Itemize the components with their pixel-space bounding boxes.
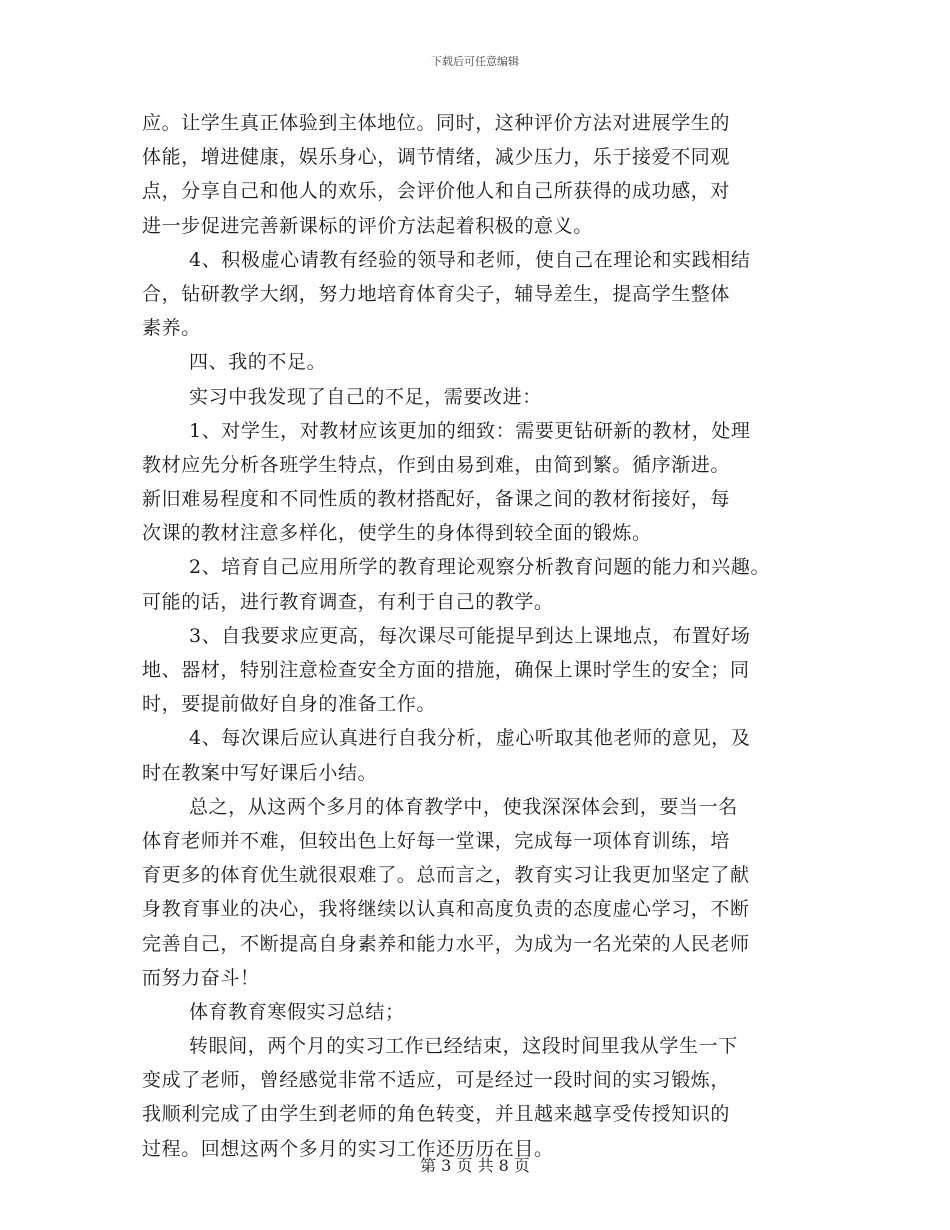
paragraph-start: 4、每次课后应认真进行自我分析，虚心听取其他老师的意见，及 [189,727,751,750]
text-line: 次课的教材注意多样化，使学生的身体得到较全面的锻炼。 [142,522,652,545]
text-line: 育更多的体育优生就很艰难了。总而言之，教育实习让我更加坚定了献 [142,864,750,887]
text-line: 点，分享自己和他人的欢乐，会评价他人和自己所获得的成功感，对 [142,180,731,203]
paragraph-start: 4、积极虚心请教有经验的领导和老师，使自己在理论和实践相结 [189,248,751,271]
paragraph-start: 2、培育自己应用所学的教育理论观察分析教育问题的能力和兴趣。 [189,556,771,579]
section-heading: 体育教育寒假实习总结； [189,1000,405,1023]
text-line: 应。让学生真正体验到主体地位。同时，这种评价方法对进展学生的 [142,112,731,134]
text-line: 身教育事业的决心，我将继续以认真和高度负责的态度虚心学习，不断 [142,898,750,921]
text-line: 新旧难易程度和不同性质的教材搭配好，备课之间的教材衔接好，每 [142,488,731,511]
text-line: 合，钻研教学大纲，努力地培育体育尖子，辅导差生，提高学生整体 [142,282,731,305]
text-line: 变成了老师，曾经感觉非常不适应，可是经过一段时间的实习锻炼， [142,1069,731,1092]
text-line: 地、器材，特别注意检查安全方面的措施，确保上课时学生的安全；同 [142,659,750,681]
text-line: 时，要提前做好自身的准备工作。 [142,693,437,716]
text-line: 完善自己，不断提高自身素养和能力水平，为成为一名光荣的人民老师 [142,932,750,955]
text-line: 我顺利完成了由学生到老师的角色转变，并且越来越享受传授知识的 [142,1103,731,1126]
paragraph-start: 实习中我发现了自己的不足，需要改进： [189,385,542,408]
text-line: 时在教案中写好课后小结。 [142,761,378,784]
paragraph-start: 总之，从这两个多月的体育教学中，使我深深体会到，要当一名 [189,795,738,818]
text-line: 素养。 [142,317,201,340]
document-body [142,106,822,1166]
paragraph-start: 1、对学生，对教材应该更加的细致：需要更钻研新的教材，处理 [189,419,751,442]
text-line: 教材应先分析各班学生特点，作到由易到难，由简到繁。循序渐进。 [142,453,731,476]
text-line: 而努力奋斗！ [142,966,260,989]
section-heading: 四、我的不足。 [189,351,327,374]
text-line: 进一步促进完善新课标的评价方法起着积极的意义。 [142,214,593,237]
text-line: 体能，增进健康，娱乐身心，调节情绪，减少压力，乐于接爱不同观 [142,146,731,169]
page-number: 第 3 页 共 8 页 [420,1156,530,1175]
text-line: 体育老师并不难，但较出色上好每一堂课，完成每一项体育训练，培 [142,829,731,852]
paragraph-start: 3、自我要求应更高，每次课尽可能提早到达上课地点，布置好场 [189,624,751,647]
page-header: 下载后可任意编辑 [431,55,519,68]
text-line: 过程。回想这两个多月的实习工作还历历在目。 [142,1137,554,1160]
paragraph-start: 转眼间，两个月的实习工作已经结束，这段时间里我从学生一下 [189,1035,738,1058]
text-line: 可能的话，进行教育调查，有利于自己的教学。 [142,590,554,613]
